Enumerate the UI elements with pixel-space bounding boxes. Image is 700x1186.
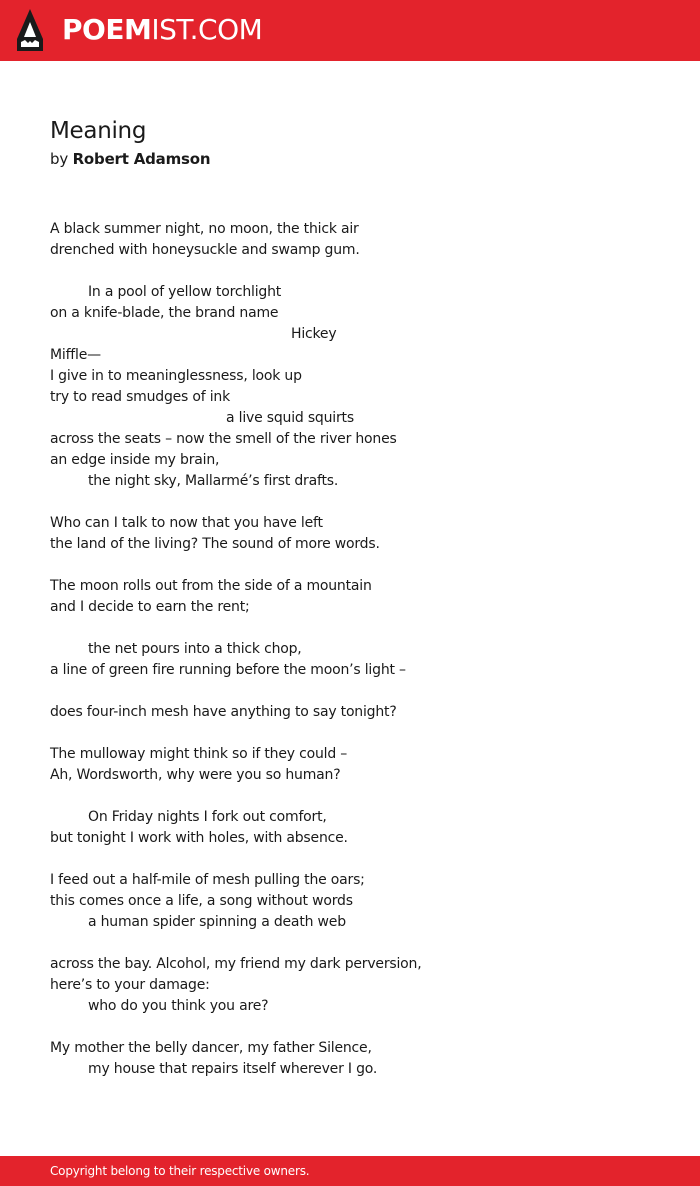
author-name: Robert Adamson xyxy=(72,150,211,168)
logo-light-text: IST.COM xyxy=(151,13,263,46)
poem-line: In a pool of yellow torchlight xyxy=(88,284,282,300)
poem-line: Ah, Wordsworth, why were you so human? xyxy=(50,767,341,783)
poem-line: on a knife-blade, the brand name xyxy=(50,305,279,321)
stanza-break xyxy=(50,492,650,513)
stanza-break xyxy=(50,786,650,807)
site-footer xyxy=(0,1156,700,1186)
site-logo[interactable] xyxy=(62,12,262,48)
poem-line: a human spider spinning a death web xyxy=(88,914,346,930)
poem-line: The mulloway might think so if they could – xyxy=(50,746,348,762)
poem-line: but tonight I work with holes, with absence. xyxy=(50,830,348,846)
poem-line: the land of the living? The sound of more words. xyxy=(50,536,380,552)
site-header xyxy=(0,0,700,61)
byline-prefix: by xyxy=(50,150,68,168)
poem-line: try to read smudges of ink xyxy=(50,389,231,405)
poem-title: Meaning xyxy=(50,118,147,144)
logo-bold-text: POEM xyxy=(62,13,152,46)
poem-line: Hickey xyxy=(291,326,337,342)
poem-line: here’s to your damage: xyxy=(50,977,210,993)
poem-line: the net pours into a thick chop, xyxy=(88,641,302,657)
poem-line: Miffle— xyxy=(50,347,101,363)
poem-line: I feed out a half-mile of mesh pulling the oars; xyxy=(50,872,365,888)
stanza-break xyxy=(50,555,650,576)
poem-line: Who can I talk to now that you have left xyxy=(50,515,323,531)
poem-line: A black summer night, no moon, the thick air xyxy=(50,221,359,237)
stanza-break xyxy=(50,681,650,702)
stanza-break xyxy=(50,1017,650,1038)
poem-line: a live squid squirts xyxy=(226,410,354,426)
poem-line: my house that repairs itself wherever I go. xyxy=(88,1061,378,1077)
stanza-break xyxy=(50,261,650,282)
stanza-break xyxy=(50,933,650,954)
poem-line: On Friday nights I fork out comfort, xyxy=(88,809,327,825)
stanza-break xyxy=(50,849,650,870)
pencil-icon[interactable] xyxy=(17,9,43,51)
poem-body xyxy=(50,219,650,1080)
poem-line: this comes once a life, a song without words xyxy=(50,893,353,909)
poem-line: an edge inside my brain, xyxy=(50,452,220,468)
poem-line: I give in to meaninglessness, look up xyxy=(50,368,302,384)
copyright-text: Copyright belong to their respective owners. xyxy=(50,1164,310,1178)
poem-line: who do you think you are? xyxy=(88,998,269,1014)
poem-line: across the seats – now the smell of the river hones xyxy=(50,431,397,447)
poem-line: The moon rolls out from the side of a mountain xyxy=(50,578,372,594)
poem-line: across the bay. Alcohol, my friend my dark perversion, xyxy=(50,956,422,972)
stanza-break xyxy=(50,723,650,744)
poem-line: a line of green fire running before the moon’s light – xyxy=(50,662,406,678)
poem-line: the night sky, Mallarmé’s first drafts. xyxy=(88,473,339,489)
byline xyxy=(50,148,210,170)
poem-line: does four-inch mesh have anything to say tonight? xyxy=(50,704,397,720)
poem-line: My mother the belly dancer, my father Silence, xyxy=(50,1040,372,1056)
poem-line: and I decide to earn the rent; xyxy=(50,599,250,615)
stanza-break xyxy=(50,618,650,639)
poem-line: drenched with honeysuckle and swamp gum. xyxy=(50,242,360,258)
